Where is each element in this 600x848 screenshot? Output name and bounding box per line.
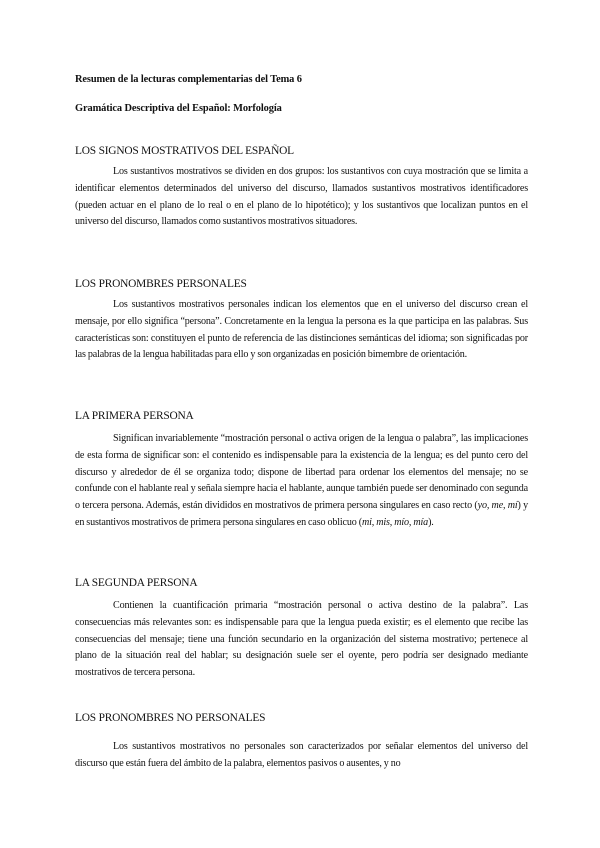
paragraph-text: ). (428, 516, 434, 528)
section-title-segunda-persona: LA SEGUNDA PERSONA (75, 577, 198, 589)
section-title-signos-mostrativos: LOS SIGNOS MOSTRATIVOS DEL ESPAÑOL (75, 145, 294, 157)
paragraph-text: Significan invariablemente “mostración personal o activa origen de la lengua o palabra”, las implicaciones de esta forma de significar son: el contenido es indispensable para la existencia de la lengua; es del punto cero del discurso y alrededor de él se organiza todo; dispone de libertad para ordenar los elementos del mensaje; no se confunde con el hablante real y señala siempre hacia el hablante, aunque también puede ser denominado con segunda o tercera persona. Además, están divididos en mostrativos de primera persona singulares en caso recto ( (75, 433, 528, 512)
section-paragraph-segunda-persona: Contienen la cuantificación primaria “mostración personal o activa destino de la palabra”. Las consecuencias más relevantes son: es indispensable para que la lengua pueda existir; es el elemento que recibe las consecuencias del mensaje; tiene una función secundario en la organización del sistema mostrativo; pertenece al plano de la situación real del hablar; su designación suele ser el oyente, pero podría ser designado mediante mostrativos de tercera persona. (75, 600, 528, 679)
pronoun-forms-recto: yo, me, mí (477, 500, 518, 512)
paragraph-text: ) y en sustantivos mostrativos de primera persona singulares en caso oblicuo ( (75, 500, 529, 528)
document-subheading: Gramática Descriptiva del Español: Morfología (75, 103, 282, 114)
section-title-pronombres-no-personales: LOS PRONOMBRES NO PERSONALES (75, 712, 266, 724)
section-title-pronombres-personales: LOS PRONOMBRES PERSONALES (75, 278, 247, 290)
section-paragraph-primera-persona (75, 431, 528, 532)
section-title-primera-persona: LA PRIMERA PERSONA (75, 410, 194, 422)
section-paragraph-pronombres-personales: Los sustantivos mostrativos personales indican los elementos que en el universo del discurso crean el mensaje, por ello significa “persona”. Concretamente en la lengua la persona es la que participa en las palabras. Sus características son: constituyen el punto de referencia de las distinciones semánticas del idioma; son significadas por las palabras de la lengua habilitadas para ello y son organizadas en posición bimembre de orientación. (75, 299, 528, 361)
section-paragraph-signos-mostrativos: Los sustantivos mostrativos se dividen en dos grupos: los sustantivos con cuya mostración que se limita a identificar elementos determinados del universo del discurso, llamados sustantivos mostrativos identificadores (pueden actuar en el plano de lo real o en el plano de lo hipotético); y los sustantivos que localizan puntos en el universo del discurso, llamados como sustantivos mostrativos situadores. (75, 166, 528, 228)
document-heading: Resumen de la lecturas complementarias del Tema 6 (75, 74, 302, 85)
section-paragraph-pronombres-no-personales: Los sustantivos mostrativos no personales son caracterizados por señalar elementos del universo del discurso que están fuera del ámbito de la palabra, elementos pasivos o ausentes, y no (75, 741, 528, 769)
pronoun-forms-oblicuo: mi, mis, mío, mía (361, 516, 429, 528)
